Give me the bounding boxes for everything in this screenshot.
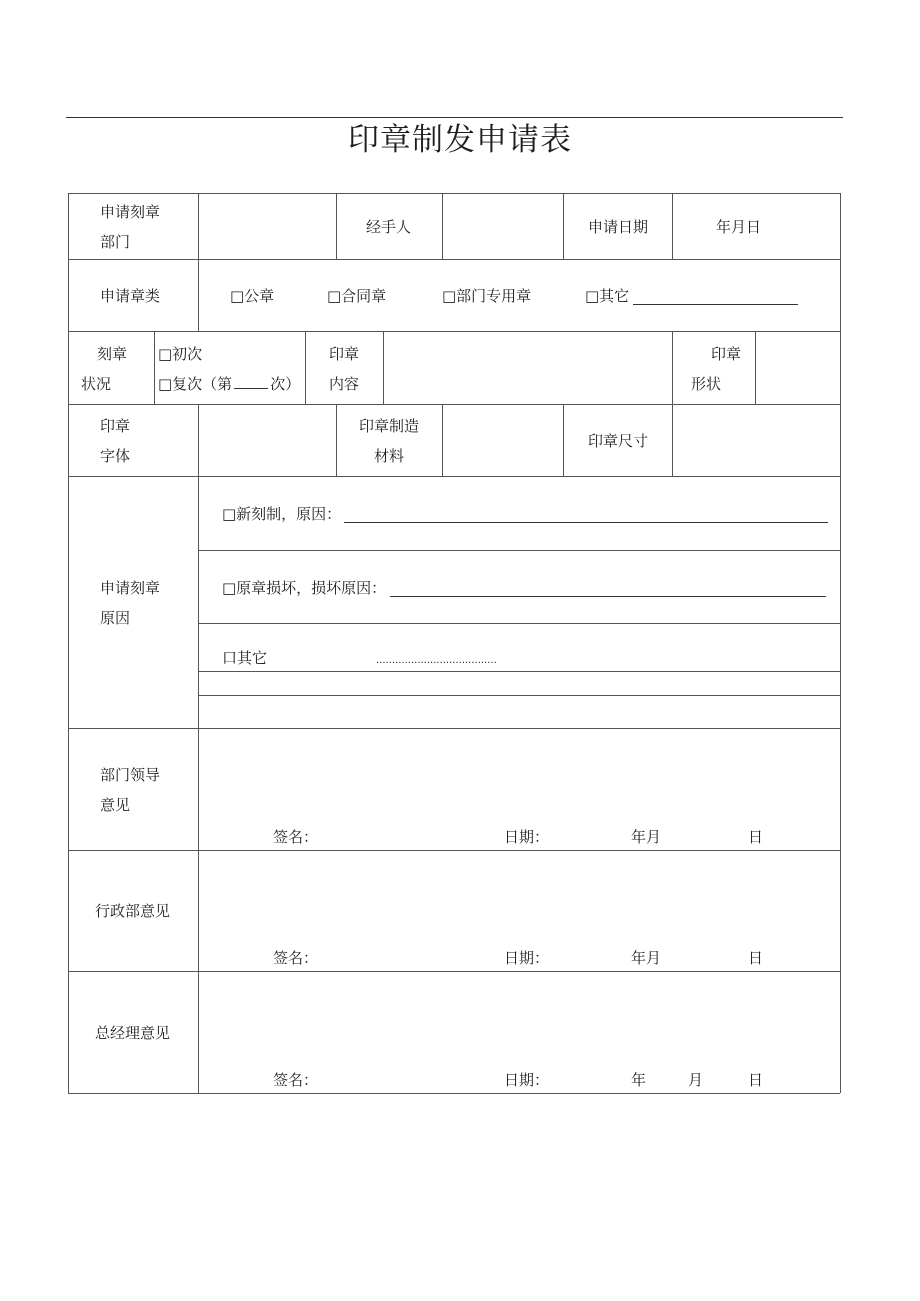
row-divider — [68, 728, 840, 729]
dept-leader-date-label: 日期： — [504, 828, 550, 846]
table-border-top — [68, 193, 840, 194]
material-field[interactable] — [443, 426, 562, 456]
admin-dept-year: 年月 — [631, 949, 662, 967]
table-border-bottom — [68, 1093, 840, 1094]
row-divider — [68, 476, 840, 477]
shape-label-2: 形状 — [691, 375, 722, 393]
col-divider — [563, 404, 564, 476]
reason-new-option[interactable]: □新刻制，原因： — [222, 505, 342, 523]
admin-dept-sign-label: 签名： — [273, 949, 319, 967]
material-label: 印章制造 — [359, 417, 420, 435]
reason-damaged-option[interactable]: □原章损坏，损坏原因： — [222, 579, 387, 597]
col-divider — [563, 193, 564, 259]
material-label-2: 材料 — [374, 447, 405, 465]
handler-field[interactable] — [443, 212, 562, 242]
col-divider — [672, 193, 673, 259]
repeat-suffix: 次） — [270, 375, 301, 393]
table-border-right — [840, 193, 841, 1093]
dept-leader-year: 年月 — [631, 828, 662, 846]
reason-divider — [198, 550, 840, 551]
gm-label: 总经理意见 — [95, 1024, 171, 1042]
status-label-2: 状况 — [81, 375, 112, 393]
gm-day: 日 — [748, 1071, 764, 1089]
font-field[interactable] — [199, 426, 335, 456]
reason-divider — [198, 671, 840, 672]
size-field[interactable] — [673, 426, 839, 456]
seal-type-option-dept[interactable]: □部门专用章 — [442, 287, 532, 305]
reason-label: 申请刻章 — [100, 579, 161, 597]
repeat-prefix: □复次（第 — [158, 375, 233, 393]
status-repeat-option[interactable] — [158, 369, 300, 399]
page-title: 印章制发申请表 — [348, 122, 572, 158]
content-label: 印章 — [329, 345, 360, 363]
font-label-2: 字体 — [100, 447, 131, 465]
dept-leader-label: 部门领导 — [100, 766, 161, 784]
admin-dept-label: 行政部意见 — [95, 902, 171, 920]
reason-label-2: 原因 — [100, 609, 131, 627]
col-divider — [672, 331, 673, 404]
row-divider — [68, 971, 840, 972]
row-divider — [68, 850, 840, 851]
reason-other-option[interactable]: 口其它 — [222, 649, 268, 667]
repeat-count-blank[interactable] — [234, 374, 268, 389]
col-divider — [336, 193, 337, 259]
reason-new-blank[interactable] — [344, 522, 828, 523]
seal-type-option-contract[interactable]: □合同章 — [327, 287, 387, 305]
col-divider — [305, 331, 306, 404]
row-divider — [68, 259, 840, 260]
admin-dept-day: 日 — [748, 949, 764, 967]
reason-other-dots: ...................................... — [376, 655, 497, 666]
col-divider — [198, 404, 199, 1093]
col-divider — [154, 331, 155, 404]
apply-date-label: 申请日期 — [588, 218, 649, 236]
dept-label-2: 部门 — [100, 233, 131, 251]
reason-divider — [198, 623, 840, 624]
row-divider — [68, 331, 840, 332]
status-first-option[interactable]: □初次 — [158, 345, 203, 363]
content-label-2: 内容 — [329, 375, 360, 393]
reason-divider — [198, 695, 840, 696]
dept-label: 申请刻章 — [100, 203, 161, 221]
reason-damaged-blank[interactable] — [390, 596, 826, 597]
other-type-blank[interactable] — [633, 304, 798, 305]
gm-month: 月 — [688, 1071, 704, 1089]
row-divider — [68, 404, 840, 405]
seal-type-option-other[interactable]: □其它 — [585, 287, 630, 305]
size-label: 印章尺寸 — [588, 432, 649, 450]
seal-type-option-public[interactable]: □公章 — [230, 287, 275, 305]
apply-date-value[interactable]: 年月日 — [716, 218, 762, 236]
gm-year: 年 — [631, 1071, 647, 1089]
col-divider — [336, 404, 337, 476]
admin-dept-date-label: 日期： — [504, 949, 550, 967]
status-label: 刻章 — [97, 345, 128, 363]
shape-label: 印章 — [711, 345, 742, 363]
seal-type-label: 申请章类 — [100, 287, 161, 305]
dept-leader-sign-label: 签名： — [273, 828, 319, 846]
dept-field[interactable] — [199, 212, 335, 242]
gm-date-label: 日期： — [504, 1071, 550, 1089]
font-label: 印章 — [100, 417, 131, 435]
dept-leader-day: 日 — [748, 828, 764, 846]
table-border-left — [68, 193, 69, 1093]
content-field[interactable] — [384, 339, 671, 399]
gm-sign-label: 签名： — [273, 1071, 319, 1089]
handler-label: 经手人 — [366, 218, 412, 236]
shape-field[interactable] — [756, 339, 839, 399]
dept-leader-label-2: 意见 — [100, 796, 131, 814]
